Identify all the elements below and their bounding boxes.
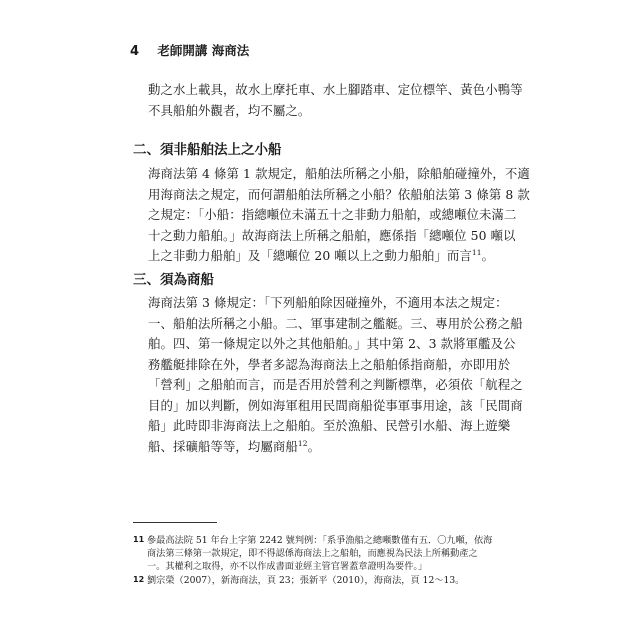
text-line: 舶。四、第一條規定以外之其他船舶。」其中第 2、3 款將軍艦及公	[148, 336, 516, 351]
footnote-text-line: 一。其權利之取得，亦不以作成書面並經主管官署蓋章證明為要件。」	[147, 561, 428, 572]
text-line: 動之水上載具，故水上摩托車、水上腳踏車、定位標竿、黃色小鴨等	[148, 82, 523, 97]
page-header	[130, 41, 249, 59]
footnote-ref-12[interactable]: 12	[297, 438, 308, 448]
section-heading-3: 三、須為商船	[133, 272, 214, 288]
running-title: 老師開講 海商法	[157, 43, 250, 58]
section-3-paragraph	[148, 293, 523, 457]
footnote-text-line: 參最高法院 51 年台上字第 2242 號判例：「系爭漁船之總噸數僅有五．〇九噸，依海	[147, 535, 493, 546]
footnote-text-line: 商法第三條第一款規定，即不得認係海商法上之船舶，而應視為民法上所稱動產之	[147, 548, 478, 559]
text-line: 「營利」之船舶而言，而是否用於營利之判斷標準，必須依「航程之	[148, 377, 523, 392]
footnote-divider	[133, 522, 217, 523]
intro-paragraph	[148, 80, 523, 121]
text-line: 用海商法之規定，而何謂船舶法所稱之小船？依船舶法第 3 條第 8 款	[148, 186, 530, 202]
section-heading-2: 二、須非船舶法上之小船	[133, 142, 282, 158]
text-line: 十之動力船舶。」故海商法上所稱之船舶，應係指「總噸位 50 噸以	[148, 227, 516, 243]
text-line: 務艦艇排除在外，學者多認為海商法上之船舶係指商船，亦即用於	[148, 356, 511, 372]
end-punct: 。	[481, 248, 495, 263]
footnote-text-line: 劉宗榮（2007），新海商法，頁 23；張新平（2010），海商法，頁 12～13。	[147, 575, 465, 586]
text-line-body: 上之非動力船舶」及「總噸位 20 噸以上之動力船舶」而言	[148, 248, 472, 263]
footnote-number: 12	[133, 575, 145, 584]
footnote-number: 11	[133, 535, 145, 544]
text-line	[148, 246, 530, 267]
footnote-ref-11[interactable]: 11	[471, 248, 482, 257]
section-2-paragraph	[148, 164, 530, 267]
text-line-body: 船、採礦船等等，均屬商船	[148, 438, 298, 454]
page-number: 4	[130, 44, 140, 59]
text-line	[148, 437, 523, 458]
text-line: 船」此時即非海商法上之船舶。至於漁船、民營引水船、海上遊樂	[148, 418, 511, 433]
text-line: 一、船舶法所稱之小船。二、軍事建制之艦艇。三、專用於公務之船	[148, 315, 523, 331]
text-line: 不具船舶外觀者，均不屬之。	[148, 102, 311, 118]
text-line: 目的」加以判斷，例如海軍租用民間商船從事軍事用途，該「民間商	[148, 397, 523, 413]
footnote-12	[133, 573, 464, 587]
end-punct: 。	[307, 438, 321, 454]
text-line: 之規定：「小船：指總噸位未滿五十之非動力船舶，或總噸位未滿二	[148, 207, 517, 222]
footnote-11	[133, 533, 492, 573]
text-line: 海商法第 3 條規定：「下列船舶除因碰撞外，不適用本法之規定：	[148, 295, 508, 310]
text-line: 海商法第 4 條第 1 款規定，船舶法所稱之小船，除船舶碰撞外，不適	[148, 166, 530, 181]
